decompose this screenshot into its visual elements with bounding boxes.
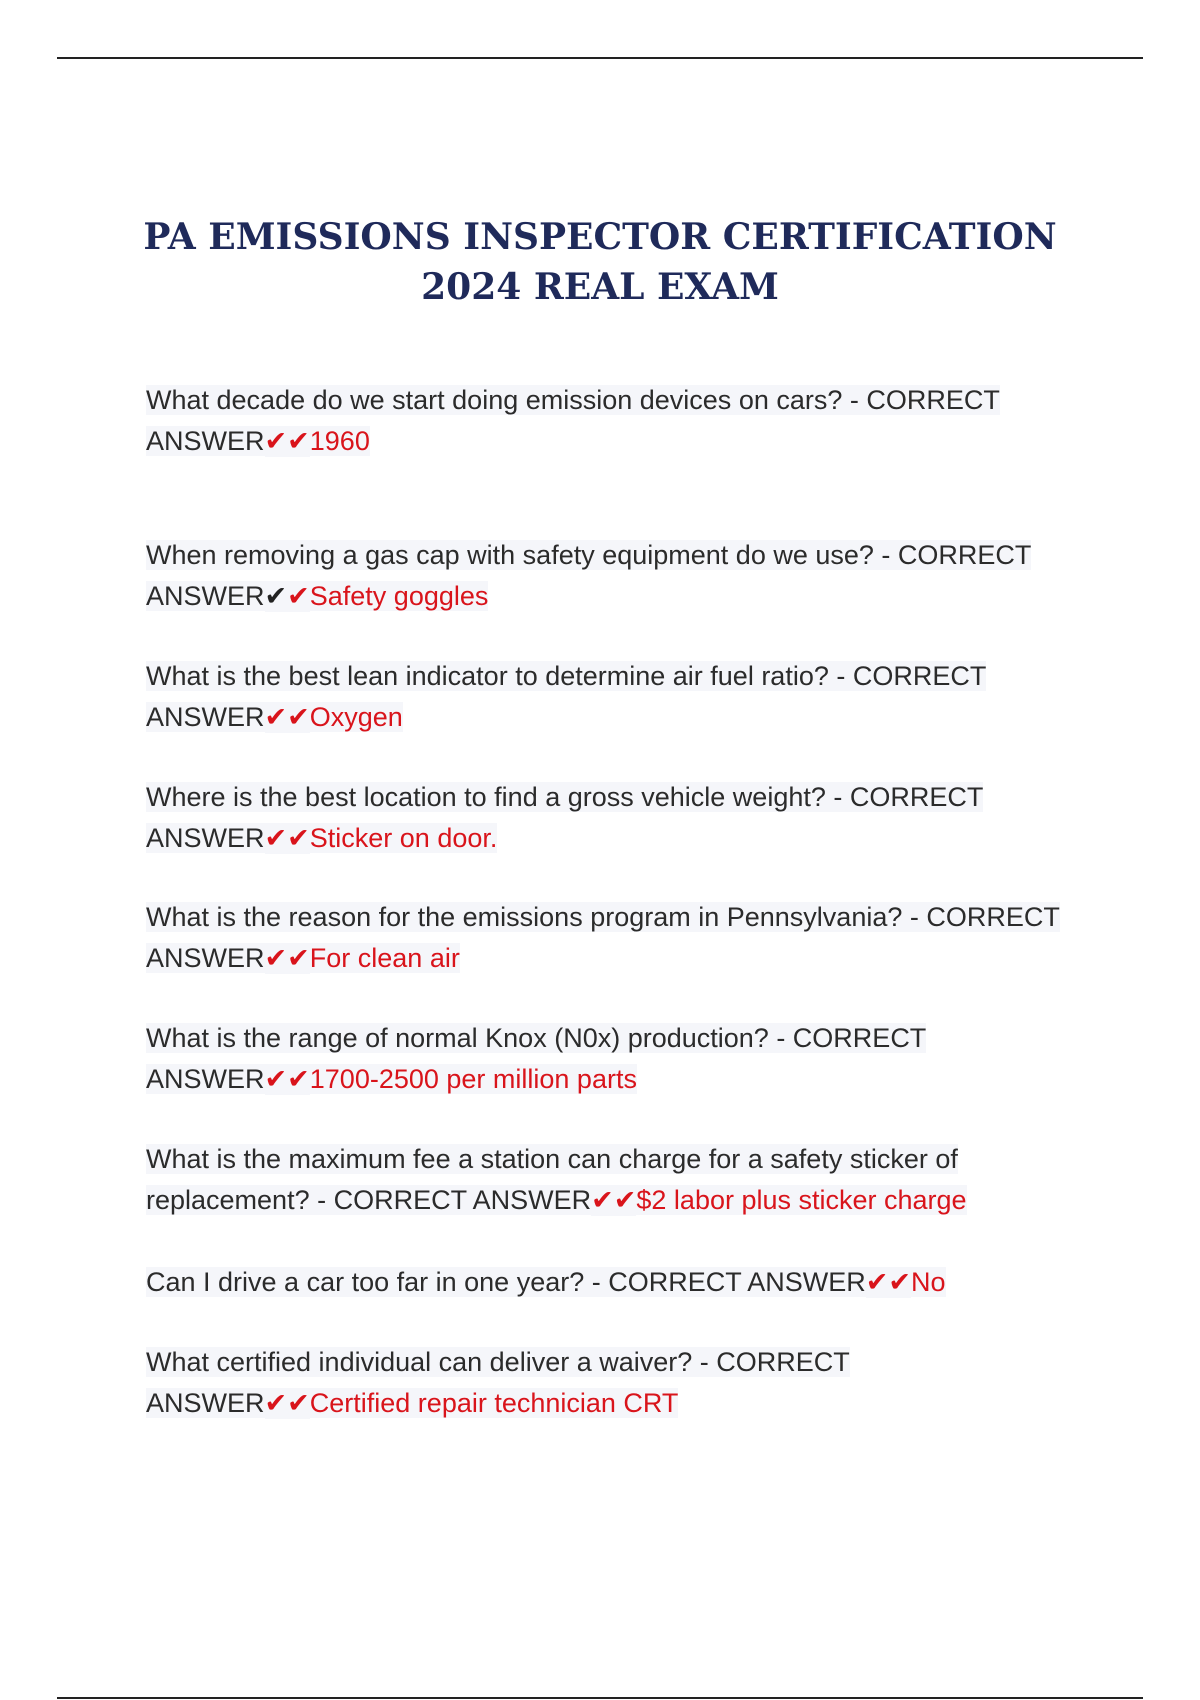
answer-text: No xyxy=(911,1267,946,1297)
check-icon: ✔ xyxy=(287,581,310,612)
check-icon: ✔ xyxy=(287,1064,310,1095)
question-text: What certified individual can deliver a waiver? xyxy=(146,1347,693,1377)
answer-text: 1960 xyxy=(309,426,370,456)
answer-text: 1700-2500 per million parts xyxy=(309,1064,637,1094)
correct-answer-label: - CORRECT ANSWER xyxy=(146,902,1060,973)
qa-item-9 xyxy=(146,1342,1096,1424)
top-rule xyxy=(57,57,1143,59)
correct-answer-label: - CORRECT ANSWER xyxy=(584,1267,866,1297)
check-icon: ✔ xyxy=(264,1388,288,1419)
check-icon: ✔ xyxy=(865,1267,889,1298)
check-icon: ✔ xyxy=(264,426,288,457)
check-icon: ✔ xyxy=(287,426,310,457)
check-icon: ✔ xyxy=(613,1185,637,1216)
question-text: What decade do we start doing emission devices on cars? xyxy=(146,385,843,415)
qa-item-4 xyxy=(146,777,1096,859)
qa-item-6 xyxy=(146,1018,1096,1100)
title-line-2: 2024 REAL EXAM xyxy=(421,266,779,308)
correct-answer-label: - CORRECT ANSWER xyxy=(146,782,984,853)
check-icon: ✔ xyxy=(888,1267,912,1298)
question-text: What is the range of normal Knox (N0x) production? xyxy=(146,1023,769,1053)
document-title xyxy=(100,212,1100,312)
answer-text: Safety goggles xyxy=(309,581,489,611)
qa-item-2 xyxy=(146,535,1096,617)
correct-answer-label: - CORRECT ANSWER xyxy=(146,1023,927,1094)
qa-item-3 xyxy=(146,656,1096,738)
check-icon: ✔ xyxy=(264,581,288,612)
check-icon: ✔ xyxy=(287,943,310,974)
qa-item-8 xyxy=(146,1262,1096,1303)
question-text: Where is the best location to find a gross vehicle weight? xyxy=(146,782,826,812)
correct-answer-label: - CORRECT ANSWER xyxy=(146,385,1000,456)
question-text: What is the best lean indicator to determine air fuel ratio? xyxy=(146,661,829,691)
correct-answer-label: - CORRECT ANSWER xyxy=(146,1347,850,1418)
check-icon: ✔ xyxy=(287,1388,310,1419)
check-icon: ✔ xyxy=(264,943,288,974)
correct-answer-label: - CORRECT ANSWER xyxy=(309,1185,592,1215)
question-text: What is the maximum fee a station can charge for a safety sticker of replacement? xyxy=(146,1144,958,1215)
answer-text: $2 labor plus sticker charge xyxy=(636,1185,967,1215)
bottom-rule xyxy=(57,1697,1143,1699)
check-icon: ✔ xyxy=(287,823,310,854)
qa-item-1 xyxy=(146,380,1096,462)
question-text: What is the reason for the emissions program in Pennsylvania? xyxy=(146,902,903,932)
check-icon: ✔ xyxy=(287,702,310,733)
title-line-1: PA EMISSIONS INSPECTOR CERTIFICATION xyxy=(143,216,1057,258)
answer-text: Oxygen xyxy=(309,702,403,732)
check-icon: ✔ xyxy=(264,823,288,854)
check-icon: ✔ xyxy=(264,702,288,733)
answer-text: Sticker on door. xyxy=(309,823,498,853)
answer-text: Certified repair technician CRT xyxy=(309,1388,679,1418)
correct-answer-label: - CORRECT ANSWER xyxy=(146,540,1032,611)
check-icon: ✔ xyxy=(591,1185,614,1216)
question-text: When removing a gas cap with safety equipment do we use? xyxy=(146,540,874,570)
correct-answer-label: - CORRECT ANSWER xyxy=(146,661,987,732)
qa-item-7 xyxy=(146,1139,1096,1221)
answer-text: For clean air xyxy=(309,943,460,973)
qa-item-5 xyxy=(146,897,1096,979)
question-text: Can I drive a car too far in one year? xyxy=(146,1267,585,1297)
check-icon: ✔ xyxy=(264,1064,288,1095)
